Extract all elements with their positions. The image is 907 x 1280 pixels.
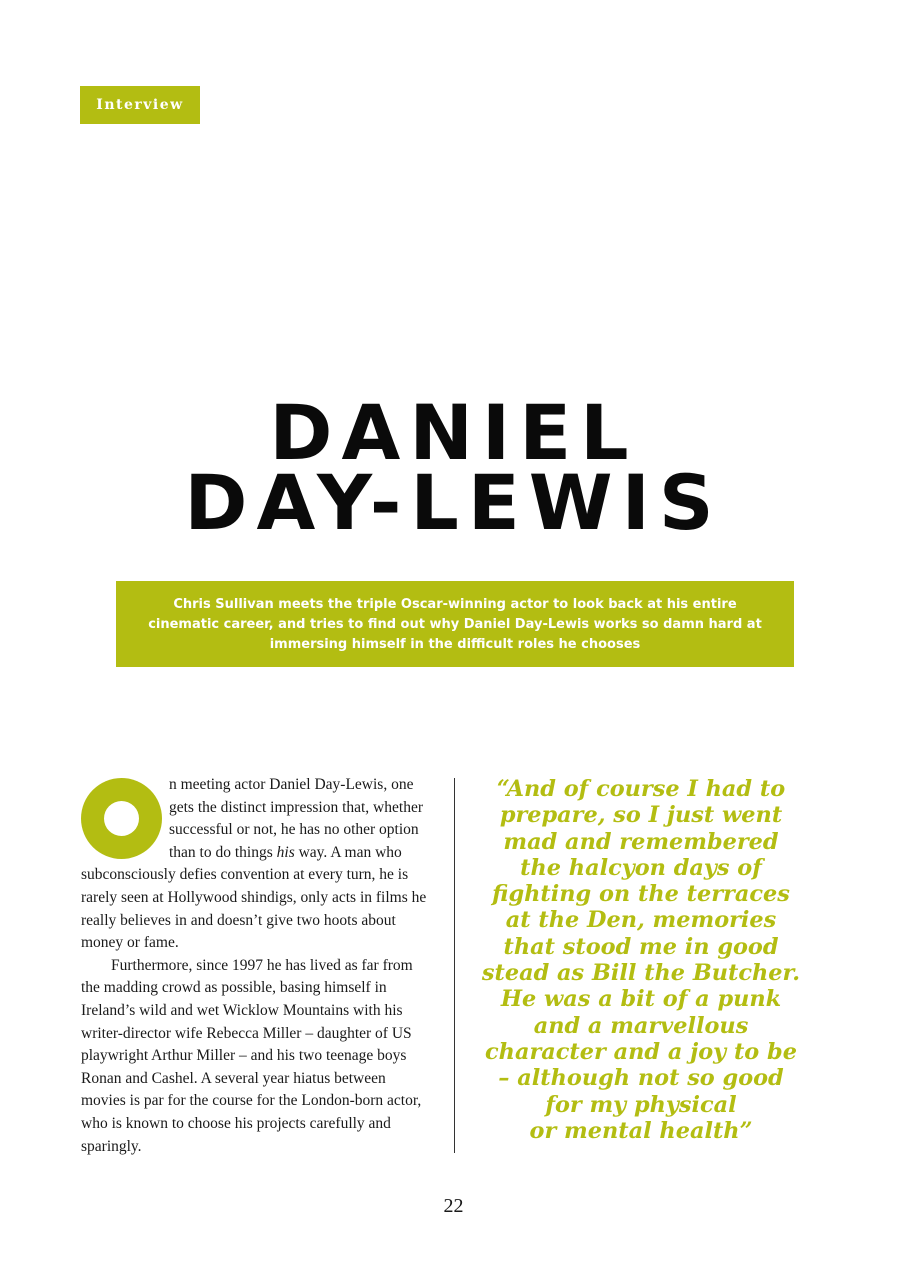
title-line-1: DANIEL [269,388,638,477]
drop-cap-letter [81,778,162,859]
body-paragraph-2: Furthermore, since 1997 he has lived as far from the madding crowd as possible, basing himself in Ireland’s wild and wet Wicklow Mountains with his writer-director wife Rebecca Miller – daughter of US playwright Arthur Miller – and his two teenage boys Ronan and Cashel. A several year hiatus between movies is par for the course for the London-born actor, who is known to choose his projects carefully and sparingly. [81,956,422,1155]
body-paragraph-1-start: n meeting actor Daniel Day-Lewis, one gets the distinct impression that, whether successful or not, he has no other option than to do things [169,776,423,861]
pull-quote: “And of course I had to prepare, so I just went mad and remembered the halcyon days of fighting on the terraces at the Den, memories that stood me in good stead as Bill the Butcher. He was a bit of a punk and a marvellous character and a joy to be – although not so good for my physical or mental health” [481,776,801,1144]
section-tag: Interview [80,86,200,124]
title-line-2: DAY-LEWIS [184,458,723,547]
article-body [81,774,433,1158]
column-divider [454,778,455,1153]
drop-cap [81,778,162,859]
standfirst: Chris Sullivan meets the triple Oscar-winning actor to look back at his entire cinematic career, and tries to find out why Daniel Day-Lewis works so damn hard at immersing himself in the difficult roles he chooses [116,581,794,667]
body-emphasis: his [276,843,295,861]
body-paragraph-1-end: way. A man who subconsciously defies convention at every turn, he is rarely seen at Hollywood shindigs, only acts in films he really believes in and doesn’t give two hoots about money or fame. [81,843,427,952]
body-paragraph-1 [81,774,433,955]
article-title [0,388,907,547]
page-number: 22 [443,1195,464,1217]
